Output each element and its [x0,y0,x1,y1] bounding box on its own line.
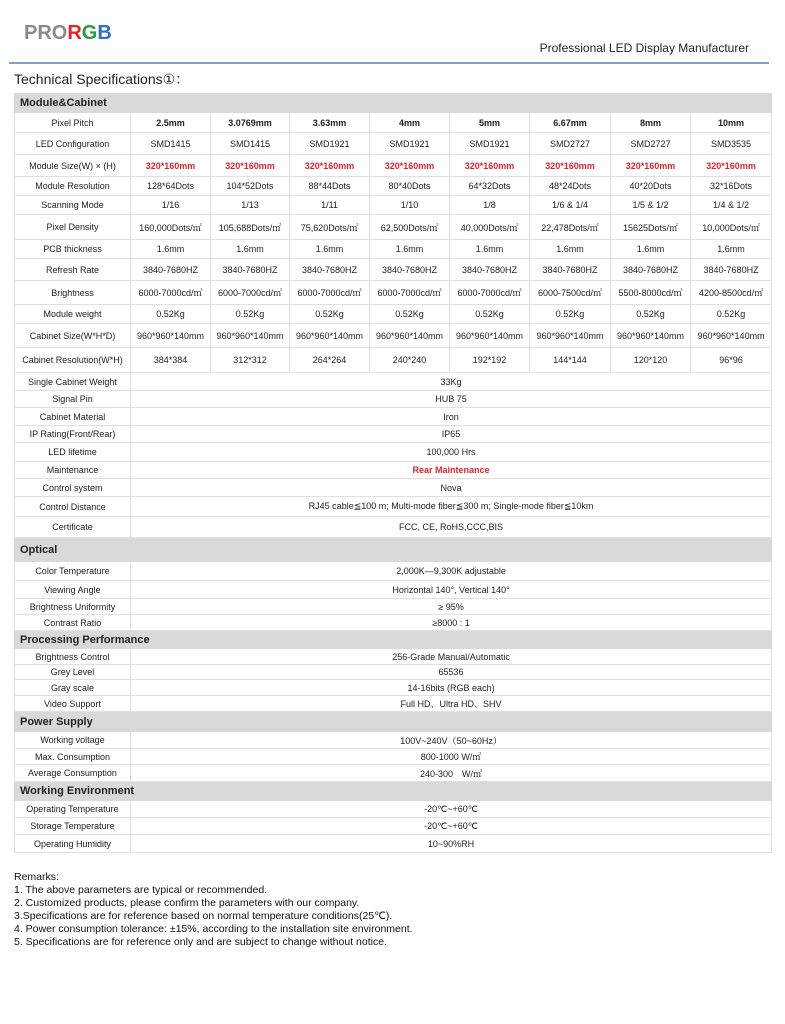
spec-value: 40,000Dots/㎡ [450,215,530,240]
spec-value: 80*40Dots [370,177,450,196]
spec-row [15,305,772,324]
spec-label: Signal Pin [15,391,131,408]
spec-row [15,497,772,517]
spec-label: Brightness Control [15,649,131,665]
spec-value: 5500-8000cd/㎡ [611,281,691,305]
spec-row [15,240,772,259]
spec-row [15,765,772,782]
logo-pro: PRO [24,22,68,44]
spec-value: 800-1000 W/㎡ [131,749,772,765]
spec-row [15,177,772,196]
spec-value: 0.52Kg [290,305,370,324]
spec-value: 3840-7680HZ [211,259,290,281]
remark-item: 5. Specifications are for reference only and are subject to change without notice. [14,936,387,948]
spec-label: Contrast Ratio [15,615,131,631]
spec-value: 3840-7680HZ [611,259,691,281]
spec-row [15,696,772,712]
spec-value: 160,000Dots/㎡ [131,215,211,240]
spec-value: 1/16 [131,196,211,215]
spec-label: Max. Consumption [15,749,131,765]
spec-value: 264*264 [290,348,370,373]
spec-value: 0.52Kg [691,305,772,324]
spec-label: LED Configuration [15,133,131,155]
spec-value: 320*160mm [611,155,691,177]
spec-value: Full HD、Ultra HD、SHV [131,696,772,712]
spec-value: 384*384 [131,348,211,373]
spec-label: Video Support [15,696,131,712]
spec-row [15,462,772,479]
spec-label: Cabinet Size(W*H*D) [15,324,131,348]
spec-value: SMD1415 [131,133,211,155]
spec-row [15,680,772,696]
spec-row [15,443,772,462]
spec-label: Maintenance [15,462,131,479]
spec-value: RJ45 cable≦100 m; Multi-mode fiber≦300 m; Single-mode fiber≦10km [131,497,772,517]
remark-item: 2. Customized products, please confirm the parameters with our company. [14,897,360,909]
spec-value: 65536 [131,665,772,680]
spec-label: Brightness [15,281,131,305]
spec-row [15,665,772,680]
spec-value: 1.6mm [691,240,772,259]
spec-value: IP65 [131,426,772,443]
spec-value: 96*96 [691,348,772,373]
spec-label: Working voltage [15,732,131,749]
spec-value: 960*960*140mm [211,324,290,348]
spec-value: 320*160mm [530,155,611,177]
spec-value: SMD1921 [290,133,370,155]
spec-value: 960*960*140mm [290,324,370,348]
spec-label: Module Resolution [15,177,131,196]
spec-value: 5mm [450,113,530,133]
spec-value: 6000-7000cd/㎡ [211,281,290,305]
spec-label: Module weight [15,305,131,324]
spec-value: 960*960*140mm [530,324,611,348]
spec-value: 144*144 [530,348,611,373]
spec-value: 3840-7680HZ [290,259,370,281]
spec-value: 320*160mm [691,155,772,177]
spec-value: 0.52Kg [370,305,450,324]
spec-value: 64*32Dots [450,177,530,196]
spec-value: 3840-7680HZ [370,259,450,281]
spec-row [15,373,772,391]
brand-logo [24,22,112,45]
spec-value: 1.6mm [370,240,450,259]
spec-value: 0.52Kg [131,305,211,324]
spec-label: Control system [15,479,131,497]
spec-label: Operating Temperature [15,801,131,818]
spec-row [15,259,772,281]
spec-value: 100,000 Hrs [131,443,772,462]
spec-row [15,281,772,305]
spec-row [15,818,772,835]
spec-row [15,649,772,665]
spec-value: 14-16bits (RGB each) [131,680,772,696]
section-power [15,712,772,732]
spec-value: 33Kg [131,373,772,391]
spec-value: 960*960*140mm [691,324,772,348]
spec-value: 960*960*140mm [450,324,530,348]
spec-value: 88*44Dots [290,177,370,196]
section-module-cabinet [15,94,772,113]
spec-row [15,391,772,408]
spec-label: Control Distance [15,497,131,517]
section-title: Module&Cabinet [15,94,772,113]
spec-label: Cabinet Material [15,408,131,426]
spec-row [15,581,772,599]
spec-value: 40*20Dots [611,177,691,196]
spec-value: 3840-7680HZ [691,259,772,281]
spec-table [14,93,772,853]
spec-label: Gray scale [15,680,131,696]
spec-value: 0.52Kg [530,305,611,324]
spec-value: 4mm [370,113,450,133]
section-title: Working Environment [15,782,772,801]
spec-label: Single Cabinet Weight [15,373,131,391]
spec-row [15,562,772,581]
spec-label: Grey Level [15,665,131,680]
logo-r: R [67,22,82,44]
spec-value: SMD3535 [691,133,772,155]
spec-value: 3.0769mm [211,113,290,133]
spec-value: 2.5mm [131,113,211,133]
spec-value: SMD1921 [450,133,530,155]
spec-value: 6000-7000cd/㎡ [290,281,370,305]
spec-value: 1.6mm [211,240,290,259]
section-title: Optical [15,538,772,562]
spec-value: 62,500Dots/㎡ [370,215,450,240]
logo-b: B [97,22,112,44]
spec-label: LED lifetime [15,443,131,462]
spec-value: 32*16Dots [691,177,772,196]
spec-value: SMD2727 [530,133,611,155]
spec-value: Iron [131,408,772,426]
spec-label: Average Consumption [15,765,131,782]
spec-value: 75,620Dots/㎡ [290,215,370,240]
spec-value: 1.6mm [530,240,611,259]
spec-row [15,801,772,818]
spec-value: 104*52Dots [211,177,290,196]
spec-row [15,835,772,853]
section-title: Processing Performance [15,631,772,649]
spec-value: 1.6mm [611,240,691,259]
spec-value: ≥ 95% [131,599,772,615]
spec-value: 6.67mm [530,113,611,133]
spec-value: HUB 75 [131,391,772,408]
spec-value: 4200-8500cd/㎡ [691,281,772,305]
spec-value: ≥8000 : 1 [131,615,772,631]
spec-value: 48*24Dots [530,177,611,196]
spec-value: 6000-7000cd/㎡ [370,281,450,305]
spec-value: Rear Maintenance [131,462,772,479]
spec-value: 100V~240V（50~60Hz） [131,732,772,749]
spec-row [15,113,772,133]
company-tagline: Professional LED Display Manufacturer [539,41,749,55]
spec-row [15,348,772,373]
spec-row [15,408,772,426]
spec-value: 3.63mm [290,113,370,133]
spec-value: 0.52Kg [450,305,530,324]
spec-value: 0.52Kg [611,305,691,324]
spec-value: 960*960*140mm [611,324,691,348]
spec-label: Brightness Uniformity [15,599,131,615]
spec-row [15,215,772,240]
spec-label: IP Rating(Front/Rear) [15,426,131,443]
page-title: Technical Specifications①： [14,71,190,87]
section-processing [15,631,772,649]
spec-value: 1.6mm [131,240,211,259]
spec-value: 10~90%RH [131,835,772,853]
spec-label: PCB thickness [15,240,131,259]
spec-value: 1.6mm [290,240,370,259]
spec-value: -20℃~+60℃ [131,818,772,835]
spec-row [15,426,772,443]
section-environment [15,782,772,801]
spec-value: 1/10 [370,196,450,215]
spec-value: 15625Dots/㎡ [611,215,691,240]
spec-value: 312*312 [211,348,290,373]
spec-value: 320*160mm [450,155,530,177]
spec-label: Pixel Pitch [15,113,131,133]
spec-value: 128*64Dots [131,177,211,196]
spec-row [15,324,772,348]
spec-label: Operating Humidity [15,835,131,853]
spec-value: 8mm [611,113,691,133]
section-optical [15,538,772,562]
spec-value: 320*160mm [290,155,370,177]
spec-value: 1/8 [450,196,530,215]
spec-row [15,615,772,631]
spec-value: 1/13 [211,196,290,215]
spec-row [15,133,772,155]
spec-value: 0.52Kg [211,305,290,324]
remark-item: 4. Power consumption tolerance: ±15%, according to the installation site environment. [14,923,413,935]
spec-label: Viewing Angle [15,581,131,599]
spec-value: 320*160mm [370,155,450,177]
spec-value: 1/11 [290,196,370,215]
spec-value: 240-300 W/㎡ [131,765,772,782]
spec-value: 960*960*140mm [370,324,450,348]
spec-value: 3840-7680HZ [131,259,211,281]
remarks-block [14,871,413,949]
spec-value: 120*120 [611,348,691,373]
remark-item: 3.Specifications are for reference based on normal temperature conditions(25℃). [14,910,393,922]
spec-label: Scanning Mode [15,196,131,215]
header-divider [9,62,769,64]
remark-item: 1. The above parameters are typical or recommended. [14,884,268,896]
spec-row [15,732,772,749]
spec-row [15,479,772,497]
spec-value: 320*160mm [211,155,290,177]
spec-value: 3840-7680HZ [450,259,530,281]
spec-row [15,155,772,177]
section-title: Power Supply [15,712,772,732]
spec-value: 1/6 & 1/4 [530,196,611,215]
spec-value: 320*160mm [131,155,211,177]
spec-label: Pixel Density [15,215,131,240]
spec-value: Nova [131,479,772,497]
spec-value: SMD1415 [211,133,290,155]
spec-label: Refresh Rate [15,259,131,281]
remarks-title: Remarks: [14,871,59,883]
spec-value: 6000-7000cd/㎡ [131,281,211,305]
spec-value: 1/5 & 1/2 [611,196,691,215]
spec-value: 1.6mm [450,240,530,259]
spec-label: Module Size(W) × (H) [15,155,131,177]
spec-value: 960*960*140mm [131,324,211,348]
spec-label: Cabinet Resolution(W*H) [15,348,131,373]
spec-value: 6000-7500cd/㎡ [530,281,611,305]
spec-value: 10,000Dots/㎡ [691,215,772,240]
spec-label: Certificate [15,517,131,538]
spec-row [15,749,772,765]
spec-value: SMD1921 [370,133,450,155]
spec-value: -20℃~+60℃ [131,801,772,818]
spec-value: 2,000K—9,300K adjustable [131,562,772,581]
spec-value: 3840-7680HZ [530,259,611,281]
spec-row [15,599,772,615]
spec-row [15,517,772,538]
spec-value: 6000-7000cd/㎡ [450,281,530,305]
spec-value: 10mm [691,113,772,133]
spec-value: Horizontal 140°, Vertical 140° [131,581,772,599]
spec-value: 192*192 [450,348,530,373]
spec-value: SMD2727 [611,133,691,155]
spec-value: 105,688Dots/㎡ [211,215,290,240]
logo-g: G [81,22,98,44]
spec-label: Color Temperature [15,562,131,581]
spec-value: FCC, CE, RoHS,CCC,BIS [131,517,772,538]
spec-value: 256-Grade Manual/Automatic [131,649,772,665]
spec-value: 240*240 [370,348,450,373]
spec-row [15,196,772,215]
spec-value: 22,478Dots/㎡ [530,215,611,240]
spec-label: Storage Temperature [15,818,131,835]
spec-value: 1/4 & 1/2 [691,196,772,215]
